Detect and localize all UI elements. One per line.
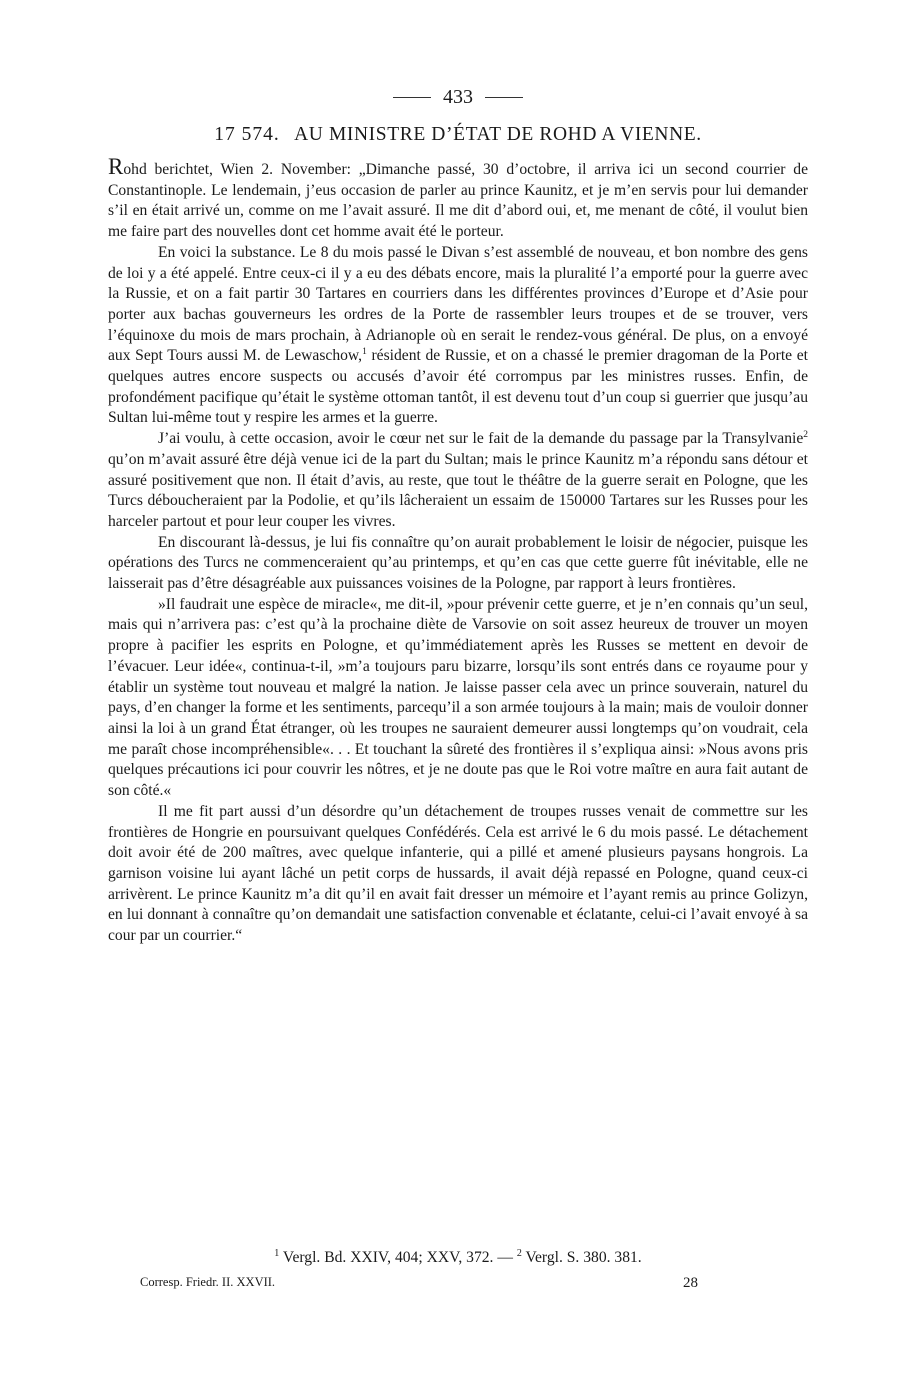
paragraph-3-text-a: J’ai voulu, à cette occasion, avoir le cœur net sur le fait de la demande du passage par la Transylvanie: [158, 430, 804, 448]
paragraph-2: [108, 243, 808, 429]
paragraph-1: [108, 154, 808, 243]
letter-number: 17 574.: [214, 124, 280, 145]
footnote-2-mark: 2: [516, 1248, 522, 1259]
paragraph-3: [108, 429, 808, 533]
footnote-line: [108, 1243, 808, 1269]
footnote-1-text: Vergl. Bd. XXIV, 404; XXV, 372. —: [279, 1249, 517, 1267]
footnote-ref-2: 2: [803, 429, 808, 440]
footnote-1-mark: 1: [274, 1248, 280, 1259]
paragraph-2-text-a: En voici la substance. Le 8 du mois passé le Divan s’est assemblé de nouveau, et bon nombre des gens de loi y a été appelé. Entre ceux-ci il y a eu des débats encore, mais la pluralité l’a emporté pour la guerre avec la Russie, et on a fait partir 30 Tartares en courriers dans les différentes provinces d’Europe et d’Asie pour porter aux bachas gouverneurs les ordres de la Porte de rassembler leurs troupes et de se trouver, vers l’équinoxe du mois de mars prochain, à Adrianople où en serait le rendez-vous général. De plus, on a envoyé aux Sept Tours aussi M. de Lewaschow,: [108, 243, 808, 365]
right-dash: [485, 97, 523, 98]
page-number-line: [108, 82, 808, 112]
paragraph-3-text-b: qu’on m’avait assuré être déjà venue ici de la part du Sultan; mais le prince Kaunitz m’a répondu sans détour et assuré positivement que non. Il était d’avis, au reste, que tout le théâtre de la guerre serait en Pologne, que les Turcs déboucheraient par la Podolie, et qu’ils lâcheraient un essaim de 150000 Tartares sur les Russes pour les harceler partout et pour leur couper les vivres.: [108, 450, 808, 530]
paragraph-4: En discourant là-dessus, je lui fis connaître qu’on aurait probablement le loisir de négocier, puisque les opérations des Turcs ne commenceraient qu’au printemps, et qu’en cas que cette guerre fût inévitable, elle ne laisserait pas d’être désagréable aux puissances voisines de la Pologne, par rapport à leurs frontières.: [108, 533, 808, 593]
footnote-ref-1: 1: [362, 347, 367, 358]
paragraph-6: Il me fit part aussi d’un désordre qu’un détachement de troupes russes venait de commettre sur les frontières de Hongrie en poursuivant quelques Confédérés. Cela est arrivé le 6 du mois passé. Le détachement doit avoir été de 200 maîtres, avec quelque infanterie, qui a pillé et amené plusieurs paysans hongrois. La garnison voisine lui ayant lâché un petit corps de hussards, il avait déjà repassé en Pologne, quand ceux-ci arrivèrent. Le prince Kaunitz m’a dit qu’il en avait fait dresser un mémoire et l’ayant remis au prince Golizyn, en lui donnant à connaître qu’on demandait une satisfaction convenable et éclatante, celui-ci l’avait envoyé à sa cour par un courrier.“: [108, 802, 808, 945]
letter-heading: [108, 122, 808, 148]
footnotes: [108, 1243, 808, 1292]
initial-letter: R: [108, 154, 124, 179]
document-page: [108, 82, 808, 947]
paragraph-2-text-b: résident de Russie, et on a chassé le premier dragoman de la Porte et quelques autres encore suspects ou accusés d’avoir été corrompus par les ministres russes. Enfin, de profondément pacifique qu’était le système ottoman tantôt, il est devenu tout d’un coup si guerrier que jusqu’au Sultan lui-même tout y respire les armes et la guerre.: [108, 347, 808, 427]
page-footer: [108, 1275, 808, 1292]
source-reference: Corresp. Friedr. II. XXVII.: [140, 1275, 276, 1290]
left-dash: [393, 97, 431, 98]
footnote-2-text: Vergl. S. 380. 381.: [521, 1249, 642, 1267]
signature-mark: 28: [683, 1275, 698, 1292]
letter-title: AU MINISTRE D’ÉTAT DE ROHD A VIENNE.: [294, 124, 702, 145]
paragraph-1-text: ohd berichtet, Wien 2. November: „Dimanche passé, 30 d’octobre, il arriva ici un second courrier de Constantinople. Le lendemain, j’eus occasion de parler au prince Kaunitz, et je m’en servis pour lui demander s’il en était arrivé un, comme on me l’avait assuré. Il me dit d’abord oui, et, me menant de côté, il voulut bien me faire part des nouvelles dont cet homme avait été le porteur.: [108, 161, 808, 241]
paragraph-5: »Il faudrait une espèce de miracle«, me dit-il, »pour prévenir cette guerre, et je n’en connais qu’un seul, mais qui n’arrivera pas: c’est qu’à la prochaine diète de Varsovie on soit assez heureux de trouver un moyen propre à pacifier les esprits en Pologne, et qu’immédiatement après les Russes se mettent en devoir de l’évacuer. Leur idée«, continua-t-il, »m’a toujours paru bizarre, lorsqu’ils sont entrés dans ce royaume pour y établir un système tout nouveau et malgré la nation. Je laisse passer cela avec un prince souverain, naturel du pays, d’en changer la forme et les sentiments, parcequ’il a son armée toujours à la main; mais de vouloir donner ainsi la loi à un grand État étranger, où les troupes ne sauraient demeurer aussi longtemps qu’on voudrait, cela me paraît chose incompréhensible«. . . Et touchant la sûreté des frontières il s’expliqua ainsi: »Nous avons pris quelques précautions ici pour couvrir les nôtres, et je ne doute pas que le Roi votre maître en aura fait autant de son côté.«: [108, 595, 808, 800]
page-number: 433: [443, 85, 473, 108]
